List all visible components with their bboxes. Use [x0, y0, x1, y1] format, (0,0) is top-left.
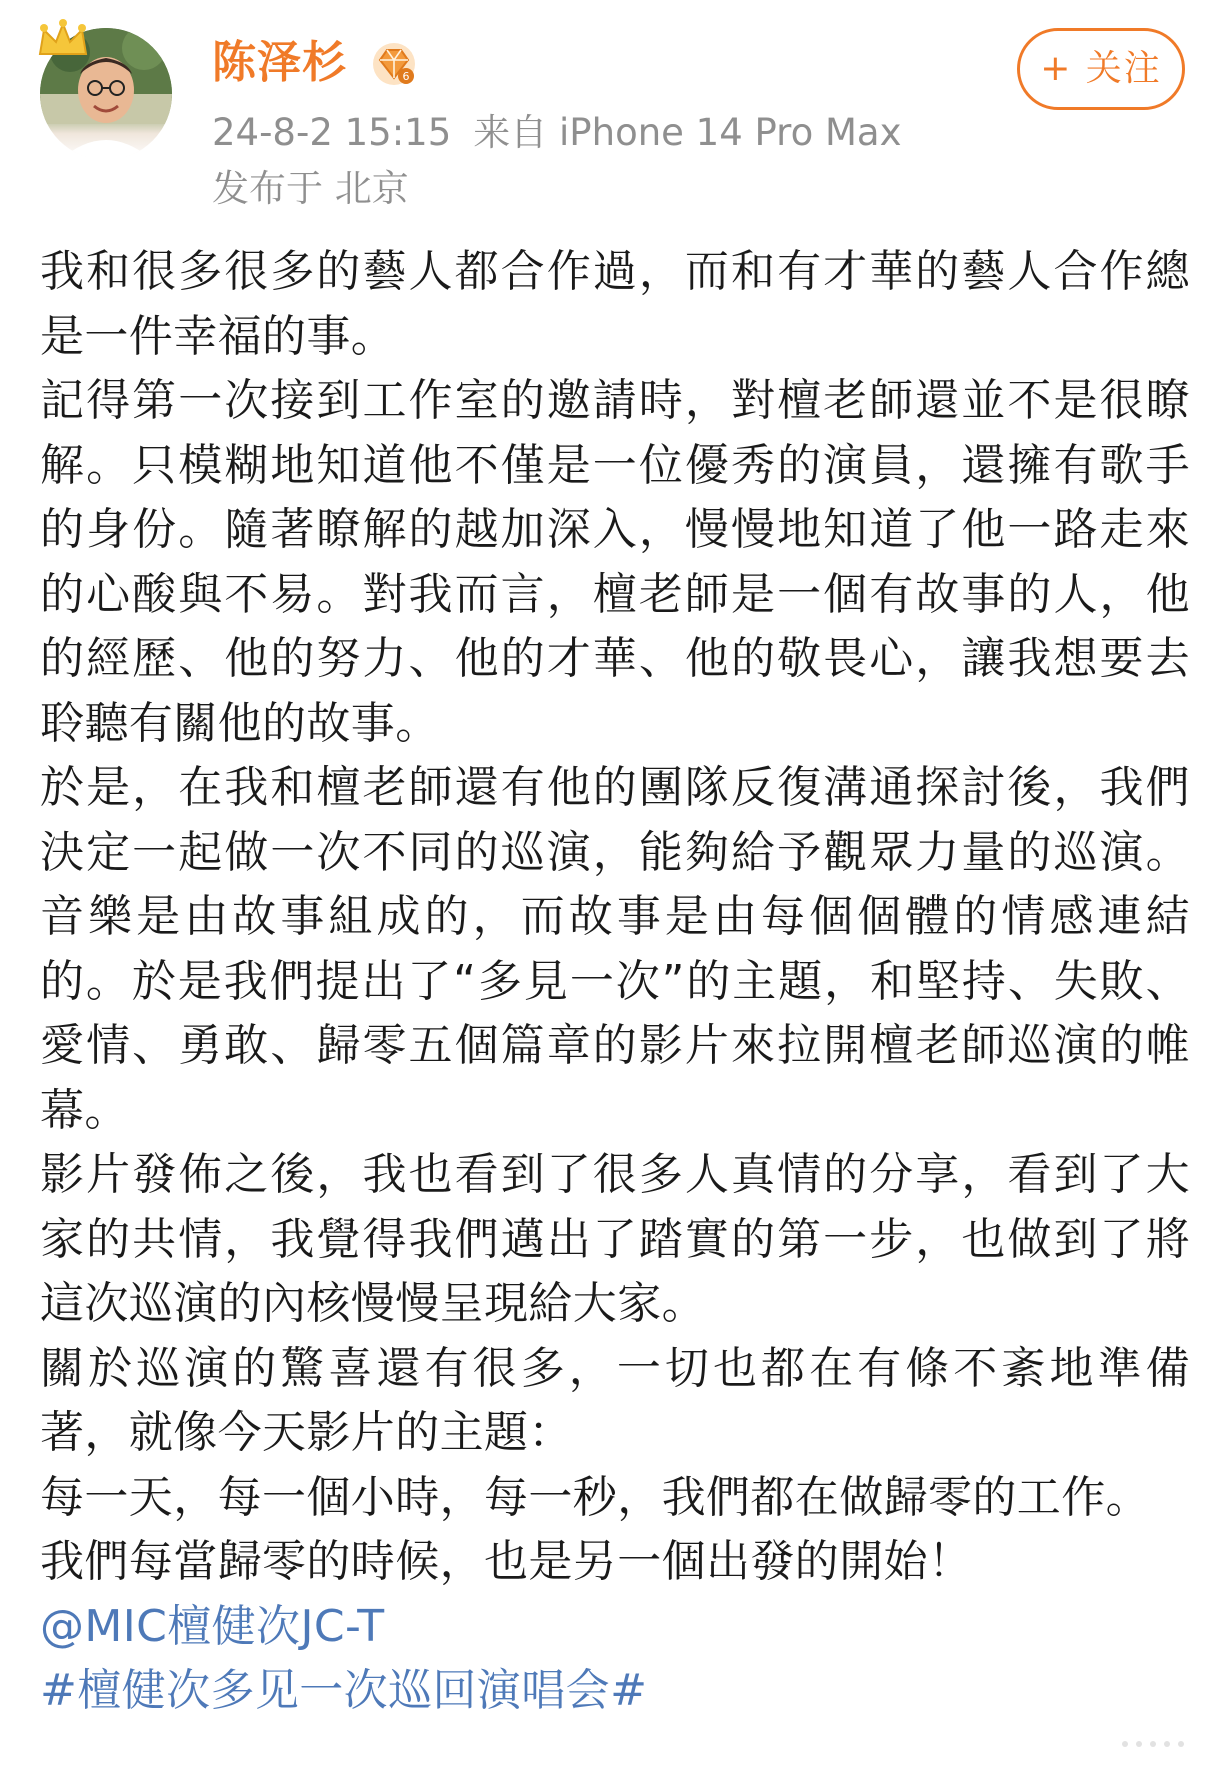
post-body [40, 240, 1190, 1724]
post-paragraph: 關於巡演的驚喜還有很多，一切也都在有條不紊地準備著，就像今天影片的主題： [40, 1342, 1190, 1458]
author-avatar-container[interactable] [40, 28, 172, 160]
post-paragraph: 影片發佈之後，我也看到了很多人真情的分享，看到了大家的共情，我覺得我們邁出了踏實的第一步，也做到了將這次巡演的內核慢慢呈現給大家。 [40, 1149, 1190, 1329]
post-paragraph: 我和很多很多的藝人都合作過，而和有才華的藝人合作總是一件幸福的事。 [40, 246, 1190, 362]
post-meta-time [212, 110, 901, 156]
post-paragraph: 記得第一次接到工作室的邀請時，對檀老師還並不是很瞭解。只模糊地知道他不僅是一位優秀的演員，還擁有歌手的身份。隨著瞭解的越加深入，慢慢地知道了他一路走來的心酸與不易。對我而言，檀老師是一個有故事的人，他的經歷、他的努力、他的才華、他的敬畏心，讓我想要去聆聽有關他的故事。 [40, 375, 1190, 749]
svg-text:6: 6 [402, 70, 410, 83]
post-header [0, 0, 1223, 230]
post-paragraph: 於是，在我和檀老師還有他的團隊反復溝通探討後，我們決定一起做一次不同的巡演，能夠給予觀眾力量的巡演。音樂是由故事組成的，而故事是由每個個體的情感連結的。於是我們提出了“多見一次”的主題，和堅持、失敗、愛情、勇敢、歸零五個篇章的影片來拉開檀老師巡演的帷幕。 [40, 762, 1190, 1136]
mention-link[interactable]: @MIC檀健次JC-T [40, 1600, 385, 1652]
post-source: 来自 iPhone 14 Pro Max [473, 111, 902, 154]
post-timestamp: 24-8-2 15:15 [212, 111, 452, 154]
crown-icon [36, 18, 90, 62]
post-paragraph: 我們每當歸零的時候，也是另一個出發的開始！ [40, 1536, 973, 1587]
post-paragraph: 每一天，每一個小時，每一秒，我們都在做歸零的工作。 [40, 1471, 1150, 1523]
hashtag-link[interactable]: #檀健次多见一次巡回演唱会# [40, 1665, 648, 1716]
vip-diamond-icon[interactable] [370, 40, 418, 88]
watermark-dots-icon [1119, 1737, 1189, 1751]
post-location: 发布于 北京 [212, 167, 409, 210]
author-name[interactable]: 陈泽杉 [212, 37, 347, 88]
follow-button[interactable]: + 关注 [1017, 28, 1185, 110]
